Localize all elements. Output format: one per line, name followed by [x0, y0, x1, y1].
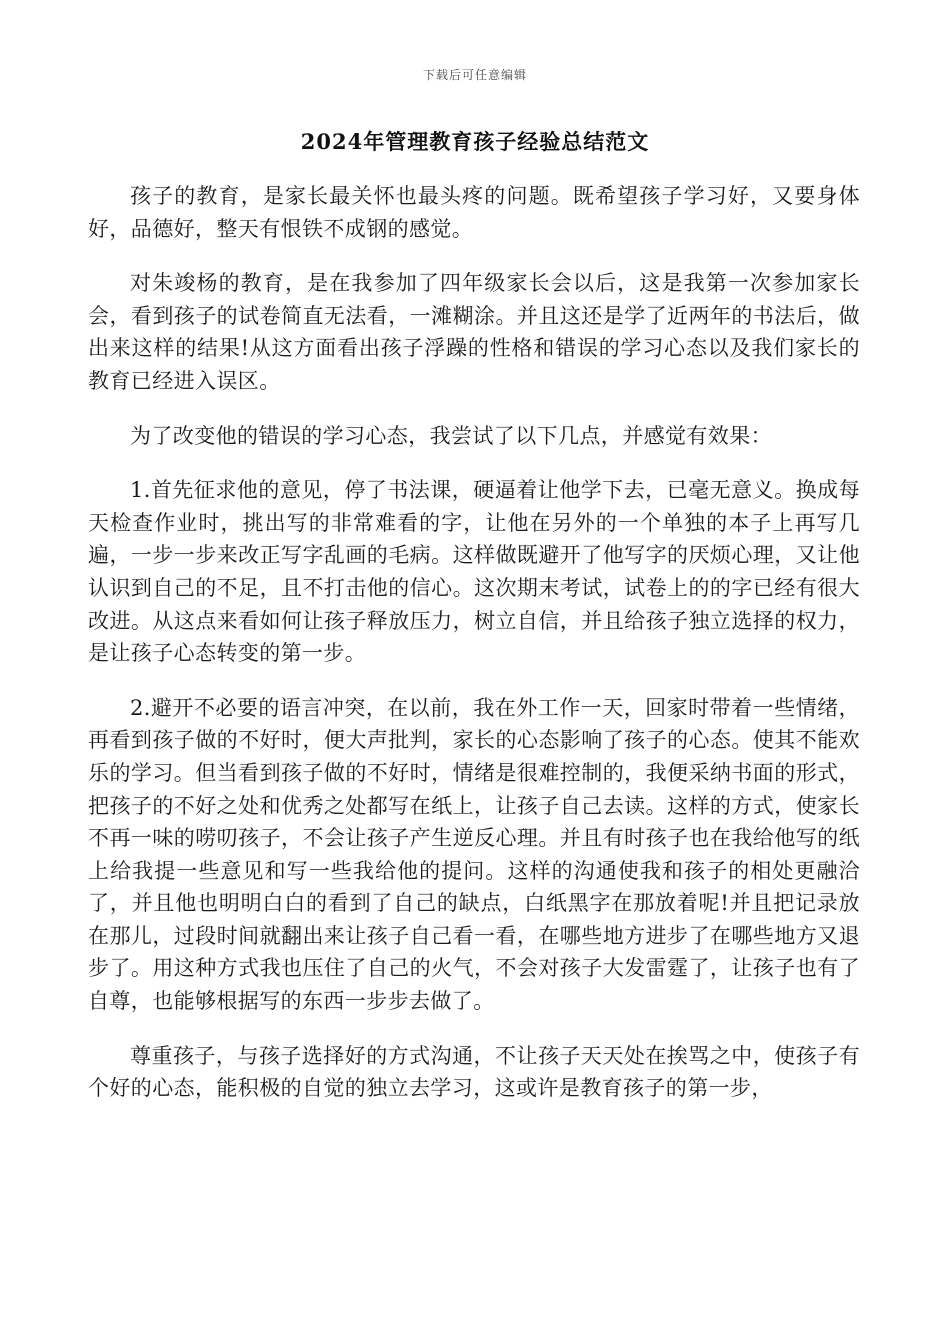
document-title: 2024年管理教育孩子经验总结范文	[300, 129, 650, 154]
paragraph-approach: 为了改变他的错误的学习心态，我尝试了以下几点，并感觉有效果：	[130, 423, 772, 448]
header-note: 下载后可任意编辑	[422, 68, 527, 82]
document-body	[88, 180, 860, 1127]
paragraph-point-1: 1.首先征求他的意见，停了书法课，硬逼着让他学下去，已毫无意义。换成每天检查作业时，挑出写的非常难看的字，让他在另外的一个单独的本子上再写几遍，一步一步来改正写字乱画的毛病。这样做既避开了他写字的厌烦心理，又让他认识到自己的不足，且不打击他的信心。这次期末考试，试卷上的的字已经有很大改进。从这点来看如何让孩子释放压力，树立自信，并且给孩子独立选择的权力，是让孩子心态转变的第一步。	[88, 478, 860, 666]
paragraph-point-2: 2.避开不必要的语言冲突，在以前，我在外工作一天，回家时带着一些情绪，再看到孩子做的不好时，便大声批判，家长的心态影响了孩子的心态。使其不能欢乐的学习。但当看到孩子做的不好时，情绪是很难控制的，我便采纳书面的形式，把孩子的不好之处和优秀之处都写在纸上，让孩子自己去读。这样的方式，使家长不再一味的唠叨孩子，不会让孩子产生逆反心理。并且有时孩子也在我给他写的纸上给我提一些意见和写一些我给他的提问。这样的沟通使我和孩子的相处更融洽了，并且他也明明白白的看到了自己的缺点，白纸黑字在那放着呢!并且把记录放在那儿，过段时间就翻出来让孩子自己看一看，在哪些地方进步了在哪些地方又退步了。用这种方式我也压住了自己的火气，不会对孩子大发雷霆了，让孩子也有了自尊，也能够根据写的东西一步步去做了。	[88, 695, 860, 1014]
paragraph-conclusion: 尊重孩子，与孩子选择好的方式沟通，不让孩子天天处在挨骂之中，使孩子有个好的心态，能积极的自觉的独立去学习，这或许是教育孩子的第一步，	[88, 1043, 860, 1101]
paragraph-background: 对朱竣杨的教育，是在我参加了四年级家长会以后，这是我第一次参加家长会，看到孩子的试卷简直无法看，一滩糊涂。并且这还是学了近两年的书法后，做出来这样的结果!从这方面看出孩子浮躁的性格和错误的学习心态以及我们家长的教育已经进入误区。	[88, 271, 860, 393]
paragraph-intro: 孩子的教育，是家长最关怀也最头疼的问题。既希望孩子学习好，又要身体好，品德好，整天有恨铁不成钢的感觉。	[88, 184, 860, 241]
